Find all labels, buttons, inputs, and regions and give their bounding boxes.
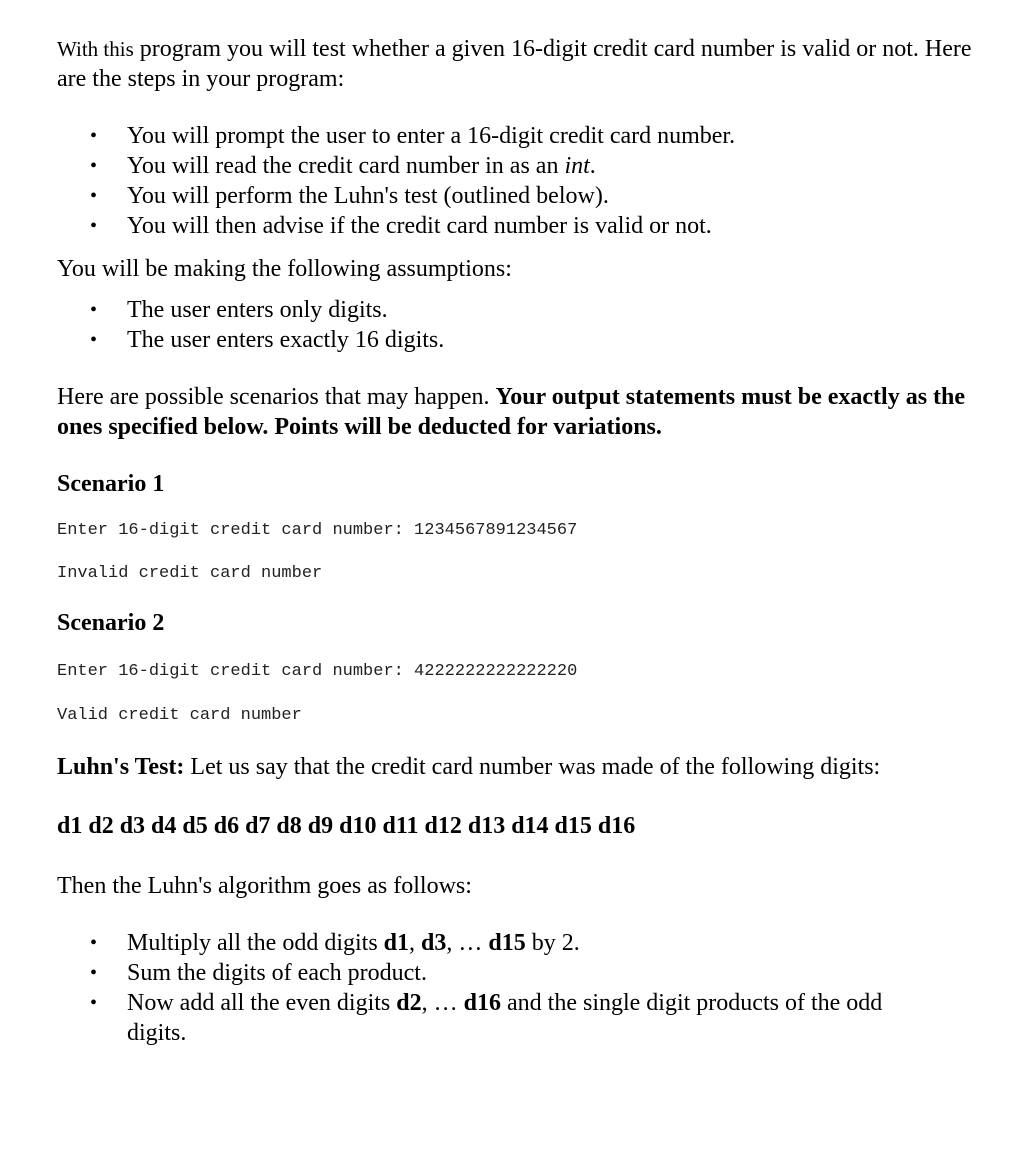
luhn-algorithm-intro: Then the Luhn's algorithm goes as follows: — [57, 873, 472, 899]
scenario-1-output-line: Invalid credit card number — [57, 564, 323, 583]
list-item: • Now add all the even digits d2, … d16 and the single digit products of the odd digits. — [90, 990, 883, 1046]
document — [57, 34, 977, 1048]
list-item: • You will then advise if the credit card number is valid or not. — [90, 213, 712, 239]
scenario-2-title: Scenario 2 — [57, 610, 165, 636]
bullet-icon: • — [90, 932, 98, 954]
list-item: • The user enters exactly 16 digits. — [90, 327, 445, 353]
scenario-2-output-line: Valid credit card number — [57, 706, 302, 725]
intro-lead: With this — [57, 37, 134, 61]
list-item: • The user enters only digits. — [90, 297, 388, 323]
list-item: • You will perform the Luhn's test (outlined below). — [90, 183, 609, 209]
bullet-icon: • — [90, 329, 98, 351]
assumptions-intro: You will be making the following assumptions: — [57, 256, 512, 282]
scenario-1-title: Scenario 1 — [57, 471, 165, 497]
scenario-1-input-line: Enter 16-digit credit card number: 1234567891234567 — [57, 521, 578, 540]
luhn-digits: d1 d2 d3 d4 d5 d6 d7 d8 d9 d10 d11 d12 d13 d14 d15 d16 — [57, 813, 636, 839]
intro-rest: program you will test whether a given 16-digit credit card number is valid or not. Here are the steps in your program: — [57, 36, 972, 92]
luhn-test-intro: Luhn's Test: Let us say that the credit card number was made of the following digits: — [57, 754, 881, 780]
list-item: • You will read the credit card number in as an int. — [90, 153, 596, 179]
bullet-icon: • — [90, 185, 98, 207]
list-item: • Sum the digits of each product. — [90, 960, 427, 986]
assumptions-list — [57, 295, 977, 355]
intro-paragraph — [57, 34, 977, 94]
bullet-icon: • — [90, 215, 98, 237]
program-steps-list — [57, 121, 977, 241]
luhn-steps-list — [57, 928, 977, 1048]
list-item: • You will prompt the user to enter a 16-digit credit card number. — [90, 123, 736, 149]
scenarios-intro: Here are possible scenarios that may happen. Your output statements must be exactly as the ones specified below. Points will be deducted for variations. — [57, 384, 966, 440]
list-item: • Multiply all the odd digits d1, d3, … d15 by 2. — [90, 930, 580, 956]
bullet-icon: • — [90, 299, 98, 321]
bullet-icon: • — [90, 962, 98, 984]
bullet-icon: • — [90, 992, 98, 1014]
bullet-icon: • — [90, 125, 98, 147]
bullet-icon: • — [90, 155, 98, 177]
scenario-2-input-line: Enter 16-digit credit card number: 4222222222222220 — [57, 662, 578, 681]
